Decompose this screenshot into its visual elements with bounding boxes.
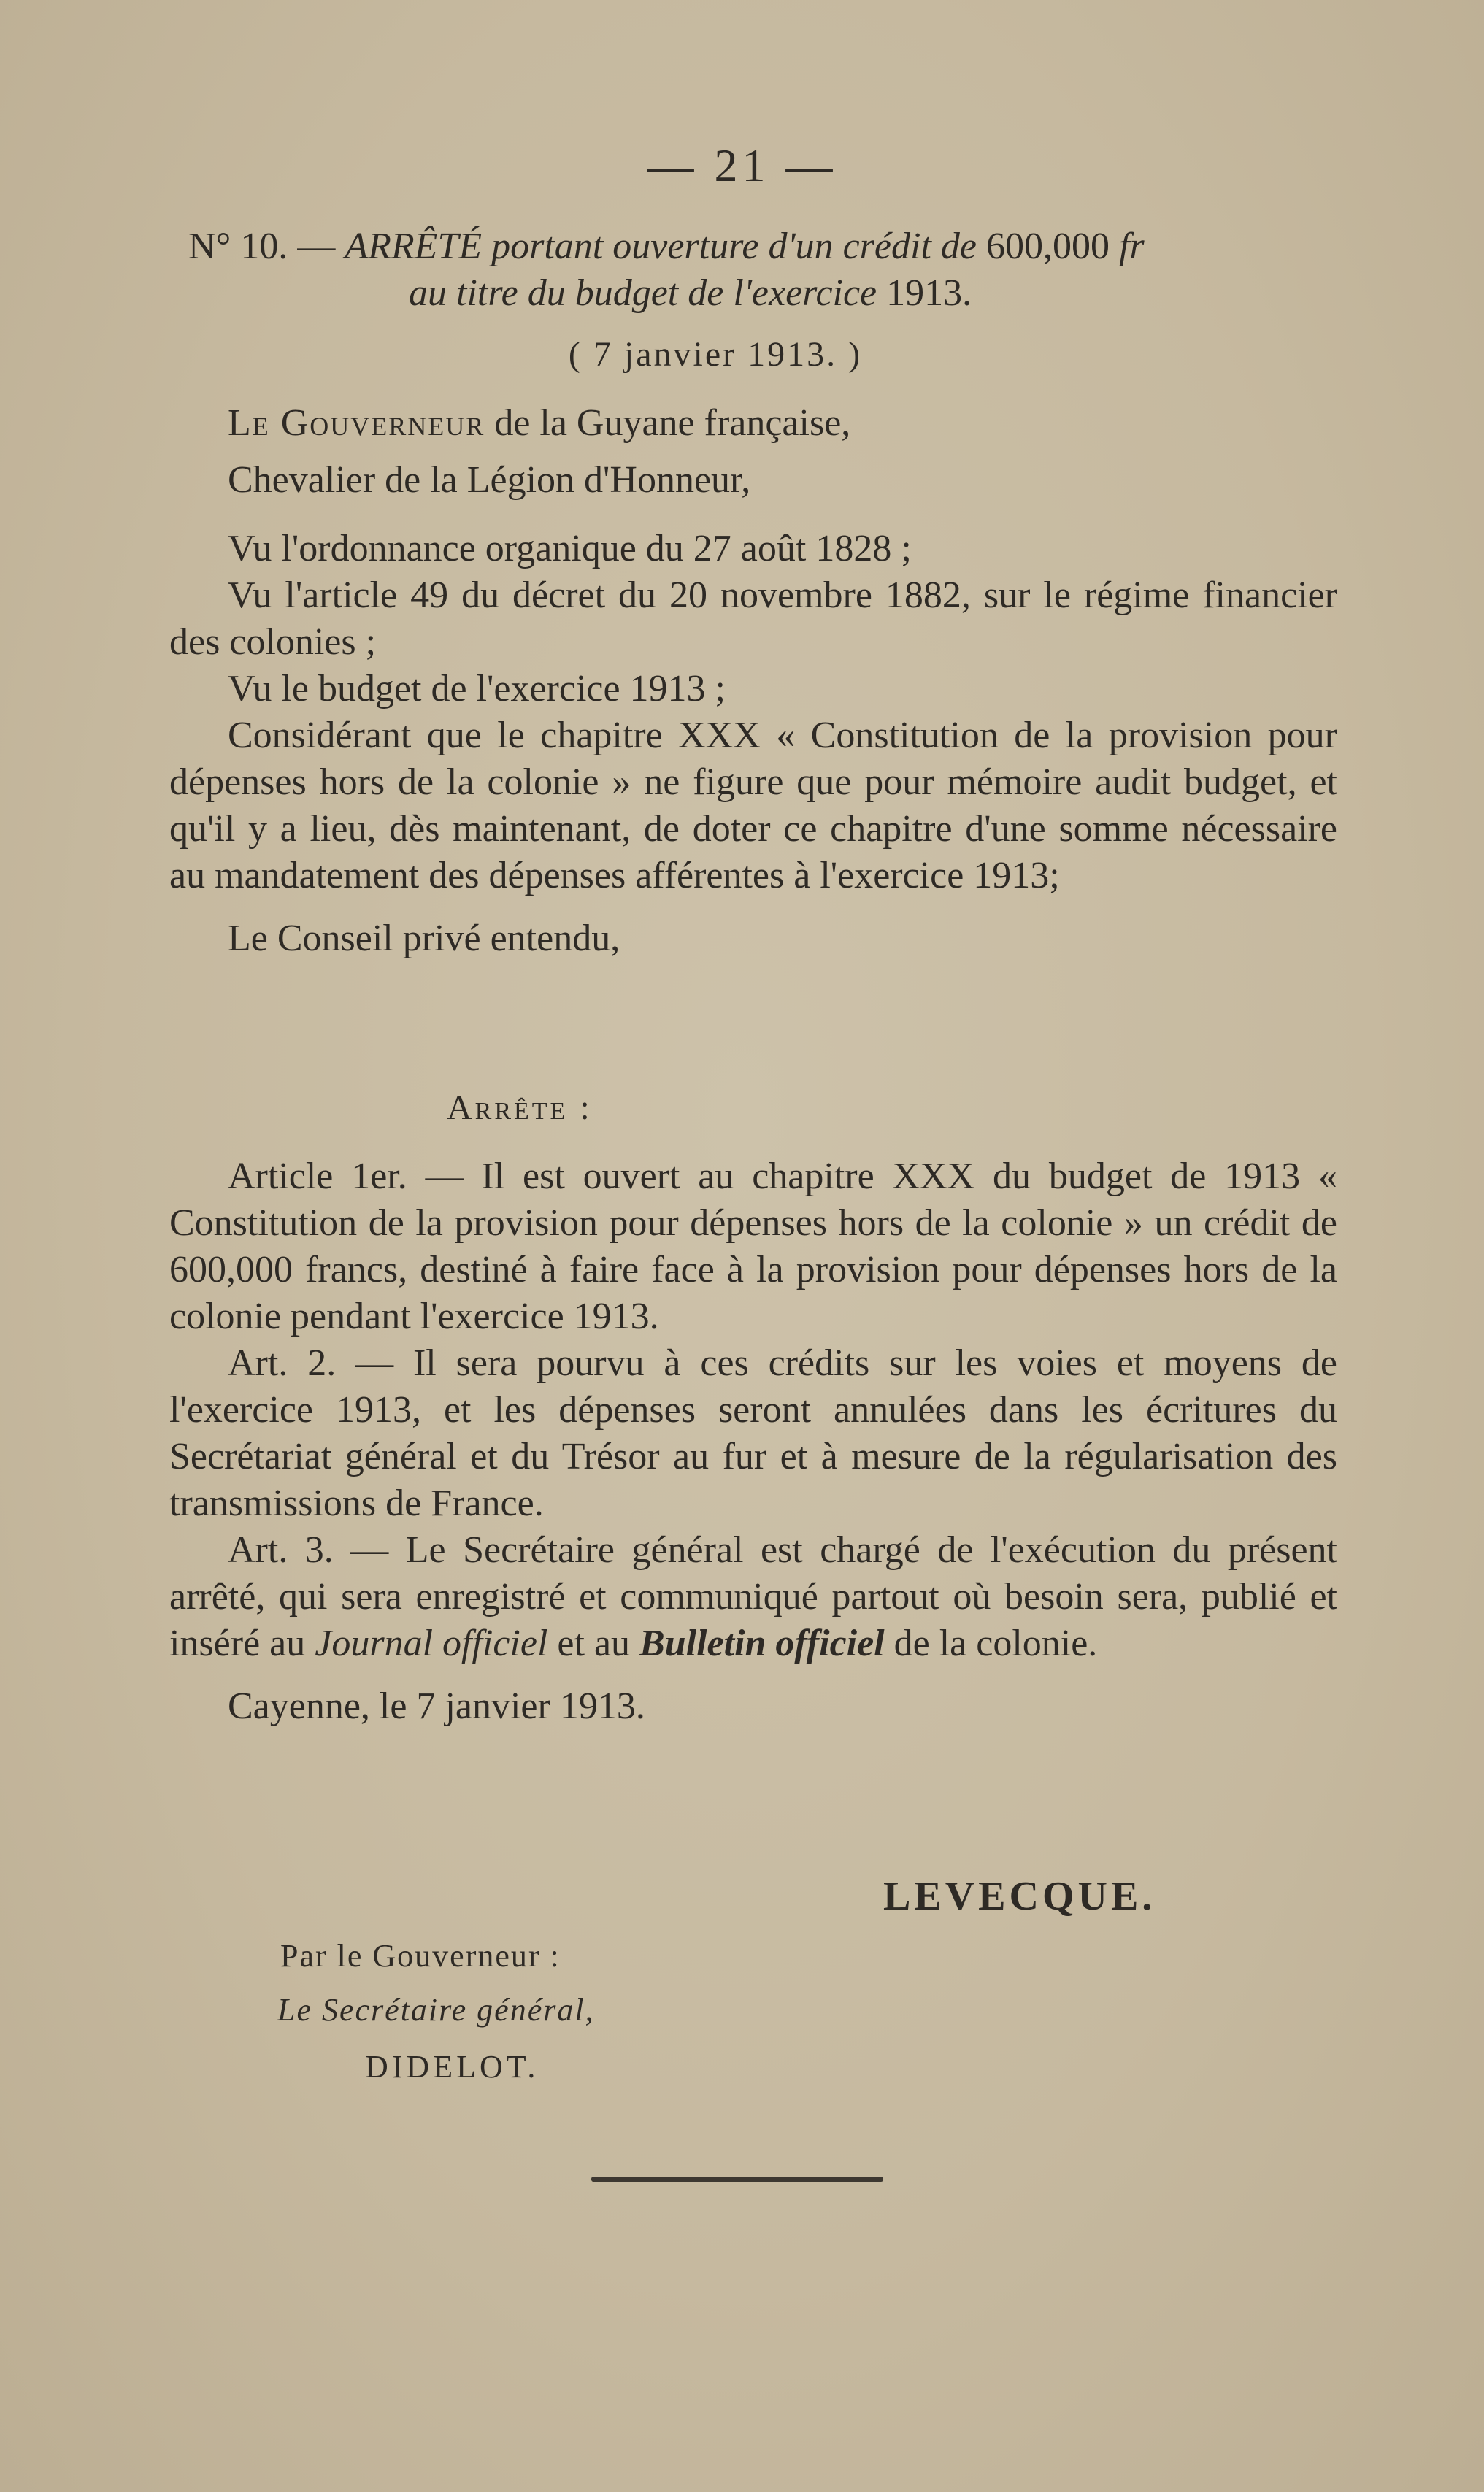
place-and-date: Cayenne, le 7 janvier 1913. bbox=[228, 1685, 645, 1727]
conseil-prive: Le Conseil privé entendu, bbox=[228, 918, 620, 959]
article-1: Article 1er. — Il est ouvert au chapitre XXX du budget de 1913 « Constitution de la provision pour dépenses hors de la colonie » un crédit de 600,000 francs, destiné à faire face à la provision pour dépenses hors de la colonie pendant l'exercice 1913. bbox=[169, 1155, 1337, 1337]
decree-number: N° 10. — bbox=[188, 226, 336, 267]
decree-year: 1913. bbox=[886, 272, 972, 314]
decree-heading-line2 bbox=[409, 272, 972, 315]
vu-budget: Vu le budget de l'exercice 1913 ; bbox=[228, 668, 726, 709]
governor-line bbox=[169, 400, 1337, 447]
decree-title-part1: portant ouverture d'un crédit de bbox=[482, 226, 986, 267]
decree-type: ARRÊTÉ bbox=[345, 226, 483, 267]
article-2: Art. 2. — Il sera pourvu à ces crédits sur les voies et moyens de l'exercice 1913, et les dépenses seront annulées dans les écritures du Secrétariat général et du Trésor au fur et à mesure de la régularisation des transmissions de France. bbox=[169, 1342, 1337, 1524]
arrete-label: Arrête : bbox=[447, 1088, 593, 1127]
secretary-signature: DIDELOT. bbox=[365, 2049, 539, 2085]
vu-ordonnance: Vu l'ordonnance organique du 27 août 1828 ; bbox=[228, 528, 912, 569]
governor-territory: de la Guyane française, bbox=[485, 402, 851, 444]
credit-unit: fr bbox=[1109, 226, 1145, 267]
bulletin-officiel: Bulletin officiel bbox=[639, 1623, 885, 1664]
decree-heading-line1 bbox=[188, 225, 1371, 268]
credit-amount: 600,000 bbox=[985, 226, 1110, 267]
vu-article: Vu l'article 49 du décret du 20 novembre 1882, sur le régime financier des colonies ; bbox=[169, 574, 1337, 663]
considerant-paragraph: Considérant que le chapitre XXX « Constitution de la provision pour dépenses hors de la colonie » ne figure que pour mémoire audit budget, et qu'il y a lieu, dès maintenant, de doter ce chapitre d'une somme nécessaire au mandatement des dépenses afférentes à l'exercice 1913; bbox=[169, 715, 1337, 896]
article-3-text-b: et au bbox=[547, 1623, 640, 1664]
page-number: — 21 — bbox=[647, 139, 837, 191]
decree-title-part2: au titre du budget de l'exercice bbox=[409, 272, 887, 314]
closing-rule bbox=[591, 2177, 883, 2182]
article-3-text-c: de la colonie. bbox=[884, 1623, 1098, 1664]
decree-date: ( 7 janvier 1913. ) bbox=[568, 335, 863, 374]
article-3-text-a: Art. 3. — Le Secrétaire général est chargé de l'exécution du présent arrêté, qui sera enregistré et communiqué partout où besoin sera, publié et inséré au bbox=[169, 1529, 1337, 1664]
governor-title: Le Gouverneur bbox=[228, 402, 485, 444]
chevalier-line: Chevalier de la Légion d'Honneur, bbox=[228, 459, 751, 501]
articles-block bbox=[169, 1153, 1337, 1730]
par-le-gouverneur: Par le Gouverneur : bbox=[280, 1938, 561, 1974]
article-3 bbox=[169, 1527, 1337, 1667]
journal-officiel: Journal officiel bbox=[315, 1623, 548, 1664]
preamble-block bbox=[169, 400, 1337, 962]
secretary-title: Le Secrétaire général, bbox=[277, 1992, 595, 2028]
governor-signature: LEVECQUE. bbox=[883, 1874, 1156, 1919]
